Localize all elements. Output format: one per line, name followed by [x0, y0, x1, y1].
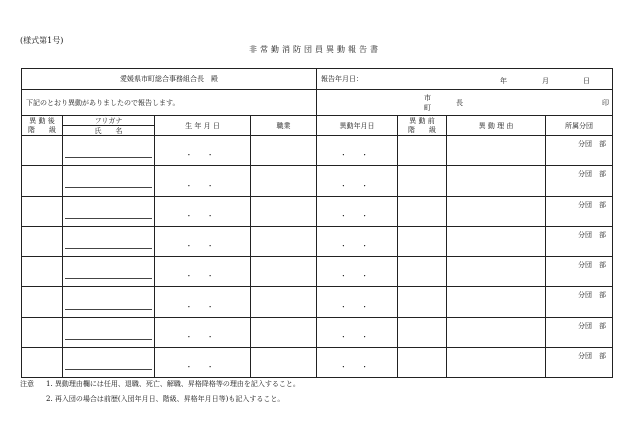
change-date-cell[interactable] [317, 317, 398, 347]
change-date-dots: ・ ・ [339, 363, 375, 372]
name-label: 氏 名 [94, 126, 123, 135]
reason-cell[interactable] [447, 348, 546, 378]
unit-cell[interactable] [546, 287, 613, 317]
after-rank-cell[interactable] [22, 287, 63, 317]
col-unit [546, 116, 613, 136]
birth-date-cell[interactable] [155, 196, 251, 226]
unit-text: 分団 部 [578, 321, 606, 330]
birth-date-dots: ・ ・ [185, 181, 220, 190]
reason-cell[interactable] [447, 287, 546, 317]
birth-date-cell[interactable] [155, 317, 251, 347]
name-cell[interactable] [63, 317, 155, 347]
change-date-cell[interactable] [317, 196, 398, 226]
unit-text: 分団 部 [578, 352, 606, 361]
report-date-cell[interactable] [317, 69, 613, 90]
name-cell[interactable] [63, 257, 155, 287]
birth-date-cell[interactable] [155, 348, 251, 378]
before-change-label: 異 動 前 [409, 117, 435, 126]
reason-label: 異 動 理 由 [478, 121, 514, 130]
occupation-cell[interactable] [251, 226, 317, 256]
unit-cell[interactable] [546, 348, 613, 378]
name-cell[interactable] [63, 196, 155, 226]
document-title: 非常勤消防団員異動報告書 [249, 45, 381, 54]
change-date-dots: ・ ・ [339, 333, 375, 342]
before-rank-cell[interactable] [398, 136, 447, 166]
col-occupation [251, 116, 317, 136]
form-number-label: (様式第1号) [20, 36, 64, 45]
unit-text: 分団 部 [578, 291, 606, 300]
unit-cell[interactable] [546, 257, 613, 287]
name-cell[interactable] [63, 287, 155, 317]
day-label: 日 [583, 77, 590, 85]
before-rank-cell[interactable] [398, 196, 447, 226]
reason-cell[interactable] [447, 317, 546, 347]
year-label: 年 [500, 77, 507, 85]
table-row [22, 226, 613, 256]
intro-cell [22, 90, 317, 116]
after-rank-cell[interactable] [22, 348, 63, 378]
birth-date-label: 生 年 月 日 [185, 121, 220, 130]
occupation-cell[interactable] [251, 317, 317, 347]
furigana-line [65, 143, 152, 158]
occupation-cell[interactable] [251, 348, 317, 378]
change-date-cell[interactable] [317, 136, 398, 166]
birth-date-dots: ・ ・ [185, 211, 220, 220]
name-cell[interactable] [63, 348, 155, 378]
unit-text: 分団 部 [578, 140, 606, 148]
change-date-cell[interactable] [317, 348, 398, 378]
unit-cell[interactable] [546, 226, 613, 256]
after-rank-cell[interactable] [22, 196, 63, 226]
col-before-change [398, 116, 447, 136]
change-date-dots: ・ ・ [339, 211, 375, 220]
after-rank-cell[interactable] [22, 136, 63, 166]
birth-date-dots: ・ ・ [185, 242, 220, 251]
before-rank-cell[interactable] [398, 287, 447, 317]
before-rank-cell[interactable] [398, 317, 447, 347]
table-row [22, 287, 613, 317]
change-date-dots: ・ ・ [339, 181, 375, 190]
seal-stamp-label: 印 [602, 99, 609, 107]
unit-text: 分団 部 [578, 230, 606, 239]
unit-cell[interactable] [546, 136, 613, 166]
occupation-cell[interactable] [251, 166, 317, 196]
change-date-dots: ・ ・ [339, 302, 375, 311]
month-label: 月 [542, 77, 549, 85]
chief-label: 長 [456, 99, 463, 107]
intro-text: 下記のとおり異動がありましたので報告します。 [26, 98, 180, 107]
furigana-line [65, 264, 152, 279]
reason-cell[interactable] [447, 226, 546, 256]
change-date-dots: ・ ・ [339, 242, 375, 251]
change-date-cell[interactable] [317, 166, 398, 196]
name-cell[interactable] [63, 136, 155, 166]
birth-date-cell[interactable] [155, 226, 251, 256]
birth-date-cell[interactable] [155, 257, 251, 287]
change-date-label: 異動年月日 [339, 121, 375, 130]
birth-date-dots: ・ ・ [185, 151, 220, 160]
occupation-label: 職業 [276, 121, 291, 130]
occupation-cell[interactable] [251, 196, 317, 226]
birth-date-dots: ・ ・ [185, 363, 220, 372]
col-after-change [22, 116, 63, 136]
change-date-dots: ・ ・ [339, 151, 375, 160]
data-rows [22, 136, 613, 378]
change-date-cell[interactable] [317, 257, 398, 287]
unit-cell[interactable] [546, 166, 613, 196]
furigana-line [65, 355, 152, 370]
col-change-date [317, 116, 398, 136]
unit-text: 分団 部 [578, 170, 606, 179]
report-table [21, 68, 613, 378]
town-label: 町 [424, 104, 431, 112]
birth-date-cell[interactable] [155, 287, 251, 317]
after-rank-cell[interactable] [22, 317, 63, 347]
change-date-cell[interactable] [317, 287, 398, 317]
seal-cell[interactable] [317, 90, 613, 116]
after-change-label: 異 動 後 [29, 117, 55, 126]
table-row [22, 136, 613, 166]
col-birth-date [155, 116, 251, 136]
reason-cell[interactable] [447, 136, 546, 166]
reason-cell[interactable] [447, 166, 546, 196]
unit-cell[interactable] [546, 196, 613, 226]
name-cell[interactable] [63, 226, 155, 256]
after-rank-label: 階 級 [28, 125, 56, 134]
table-row [22, 317, 613, 347]
addressee: 愛媛県市町総合事務組合長 殿 [120, 75, 218, 83]
occupation-cell[interactable] [251, 287, 317, 317]
before-rank-cell[interactable] [398, 348, 447, 378]
birth-date-cell[interactable] [155, 136, 251, 166]
occupation-cell[interactable] [251, 257, 317, 287]
after-rank-cell[interactable] [22, 166, 63, 196]
occupation-cell[interactable] [251, 136, 317, 166]
notes-prefix: 注意 [20, 380, 34, 388]
unit-cell[interactable] [546, 317, 613, 347]
after-rank-cell[interactable] [22, 226, 63, 256]
table-row [22, 257, 613, 287]
furigana-line [65, 173, 152, 188]
birth-date-dots: ・ ・ [185, 302, 220, 311]
report-date-label: 報告年月日： [321, 75, 363, 83]
change-date-dots: ・ ・ [339, 272, 375, 281]
col-name [63, 116, 155, 136]
furigana-line [65, 234, 152, 249]
furigana-label: フリガナ [63, 116, 154, 126]
unit-text: 分団 部 [578, 200, 606, 209]
reason-cell[interactable] [447, 257, 546, 287]
birth-date-cell[interactable] [155, 166, 251, 196]
birth-date-dots: ・ ・ [185, 272, 220, 281]
addressee-cell [22, 69, 317, 90]
table-row [22, 166, 613, 196]
reason-cell[interactable] [447, 196, 546, 226]
unit-text: 分団 部 [578, 261, 606, 270]
table-row [22, 348, 613, 378]
unit-label: 所属分団 [565, 121, 593, 130]
before-rank-cell[interactable] [398, 166, 447, 196]
city-label: 市 [424, 94, 431, 102]
before-rank-cell[interactable] [398, 257, 447, 287]
furigana-line [65, 325, 152, 340]
furigana-line [65, 295, 152, 310]
after-rank-cell[interactable] [22, 257, 63, 287]
table-row [22, 196, 613, 226]
name-cell[interactable] [63, 166, 155, 196]
before-rank-label: 階 級 [408, 125, 436, 134]
birth-date-dots: ・ ・ [185, 333, 220, 342]
before-rank-cell[interactable] [398, 226, 447, 256]
change-date-cell[interactable] [317, 226, 398, 256]
note-item-2: 2. 再入団の場合は前歴(入団年月日、階級、昇格年月日等)も記入すること。 [46, 395, 285, 403]
note-item-1: 1. 異動理由欄には任用、退職、死亡、解職、昇格降格等の理由を記入すること。 [46, 380, 300, 388]
col-reason [447, 116, 546, 136]
furigana-line [65, 204, 152, 219]
